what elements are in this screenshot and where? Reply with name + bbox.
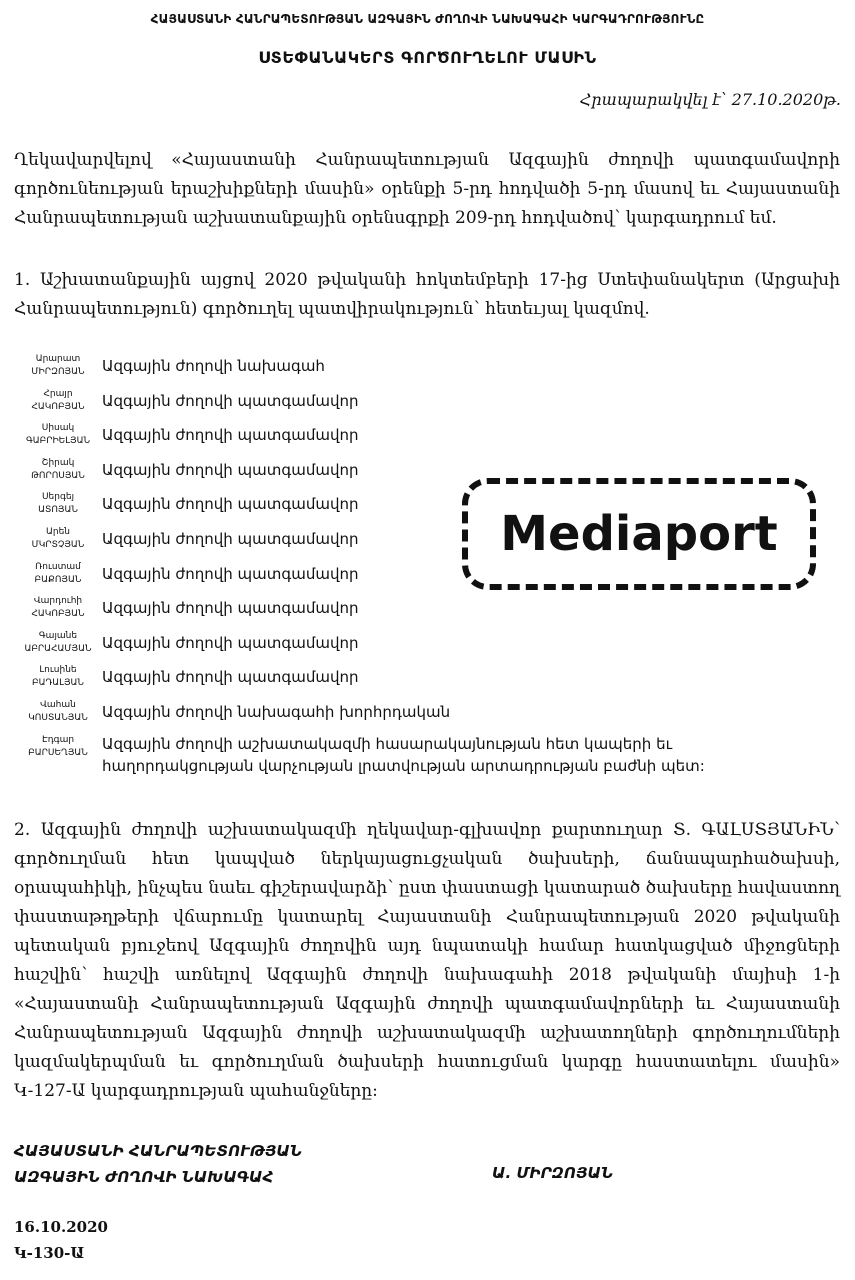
intro-paragraph: Ղեկավարվելով «Հայաստանի Հանրապետության Ազգային ժողովի պատգամավորի գործունեության երաշխիքների մասին» օրենքի 5-րդ հոդվածի 5-րդ մասով եւ Հայաստանի Հանրապետության աշխատանքային օրենսգրքի 209-րդ հոդվածով՝ կարգադրում եմ. [14, 150, 840, 228]
member-name: Էդգար ԲԱՐՍԵՂՅԱՆ [28, 734, 88, 758]
point-1-paragraph: 1. Աշխատանքային այցով 2020 թվականի հոկտեմբերի 17-ից Ստեփանակերտ (Արցախի Հանրապետություն) գործուղել պատվիրակություն՝ հետեւյալ կազմով. [14, 270, 840, 319]
member-row [14, 627, 840, 662]
member-name: Վարդուհի ՀԱԿՈԲՅԱՆ [31, 596, 85, 620]
document-number: Կ-130-Ա [14, 1244, 85, 1262]
member-role: Ազգային ժողովի պատգամավոր [102, 599, 359, 618]
member-role: Ազգային ժողովի պատգամավոր [102, 633, 359, 652]
member-name: Վահան ԿՈՍՏԱՆՅԱՆ [28, 699, 88, 723]
member-name: Սիսակ ԳԱԲՐԻԵԼՅԱՆ [25, 423, 91, 447]
institution-header: ՀԱՅԱՍՏԱՆԻ ՀԱՆՐԱՊԵՏՈՒԹՅԱՆ ԱԶԳԱՅԻՆ ԺՈՂՈՎԻ ՆԱԽԱԳԱՀԻ ԿԱՐԳԱԴՐՈՒԹՅՈՒՆԸ [150, 12, 705, 26]
member-name: Ռուստամ ԲԱՔՈՅԱՆ [34, 561, 82, 585]
member-name: Շիրակ ԹՈՐՈՍՅԱՆ [31, 457, 85, 481]
member-role: Ազգային ժողովի պատգամավոր [102, 564, 359, 583]
member-row [14, 419, 840, 454]
member-role: Ազգային ժողովի պատգամավոր [102, 391, 359, 410]
member-name: Սերգեյ ԱՏՈՅԱՆ [38, 492, 78, 516]
member-role: Ազգային ժողովի նախագահ [102, 357, 325, 375]
document-title: ՍՏԵՓԱՆԱԿԵՐՏ ԳՈՐԾՈՒՂԵԼՈՒ ՄԱՍԻՆ [258, 48, 597, 67]
signatory-name: Ա. ՄԻՐԶՈՅԱՆ [492, 1164, 614, 1182]
member-role: Ազգային ժողովի պատգամավոր [102, 460, 359, 479]
member-role: Ազգային ժողովի պատգամավոր [102, 495, 359, 514]
signatory-position: ՀԱՅԱՍՏԱՆԻ ՀԱՆՐԱՊԵՏՈՒԹՅԱՆ ԱԶԳԱՅԻՆ ԺՈՂՈՎԻ ՆԱԽԱԳԱՀ [14, 1142, 302, 1186]
member-name: Արարատ ՄԻՐԶՈՅԱՆ [31, 354, 85, 377]
member-role: Ազգային ժողովի աշխատակազմի հասարակայնության հետ կապերի եւ հաղորդակցության վարչության լրատվության արտադրության բաժնի պետ: [102, 734, 705, 775]
member-row [14, 350, 840, 385]
member-name: Հրայր ՀԱԿՈԲՅԱՆ [31, 388, 85, 412]
member-role: Ազգային ժողովի պատգամավոր [102, 426, 359, 445]
published-date: Հրապարակվել է՝ 27.10.2020թ. [579, 90, 841, 109]
member-row [14, 592, 840, 627]
member-name: Գայանե ԱԲՐԱՀԱՄՅԱՆ [24, 630, 92, 654]
member-role: Ազգային ժողովի նախագահի խորհրդական [102, 702, 451, 721]
mediaport-watermark: Mediaport [462, 478, 816, 590]
member-name: Լուսինե ԲԱԴԱԼՅԱՆ [32, 665, 84, 689]
member-row [14, 731, 840, 791]
member-role: Ազգային ժողովի պատգամավոր [102, 668, 359, 687]
member-role: Ազգային ժողովի պատգամավոր [102, 529, 359, 548]
point-2-paragraph: 2. Ազգային ժողովի աշխատակազմի ղեկավար-գլխավոր քարտուղար Տ. ԳԱԼՍՏՅԱՆԻՆ՝ գործուղման հետ կապված ներկայացուցչական ծախսերի, ճանապարհածախսի, օրապահիկի, ինչպես նաեւ գիշերավարձի՝ ըստ փաստացի կատարած ծախսերը հավաստող փաստաթղթերի վճարումը կատարել Հայաստանի Հանրապետության 2020 թվականի պետական բյուջեով Ազգային ժողովին այդ նպատակի համար հատկացված միջոցների հաշվին՝ հաշվի առնելով Ազգային ժողովի նախագահի 2018 թվականի մայիսի 1-ի «Հայաստանի Հանրապետության Ազգային ժողովի պատգամավորների եւ Հայաստանի Հանրապետության Ազգային ժողովի աշխատակազմի աշխատողների գործուղումների կազմակերպման եւ գործուղման ծախսերի հատուցման կարգը հաստատելու մասին» Կ-127-Ա կարգադրության պահանջները: [14, 820, 840, 1101]
member-row [14, 661, 840, 696]
member-row [14, 385, 840, 420]
document-footer [14, 1214, 108, 1266]
issue-date: 16.10.2020 [14, 1218, 108, 1236]
member-row [14, 696, 840, 731]
member-name: Արեն ՄԿՐՏՉՅԱՆ [31, 526, 85, 550]
